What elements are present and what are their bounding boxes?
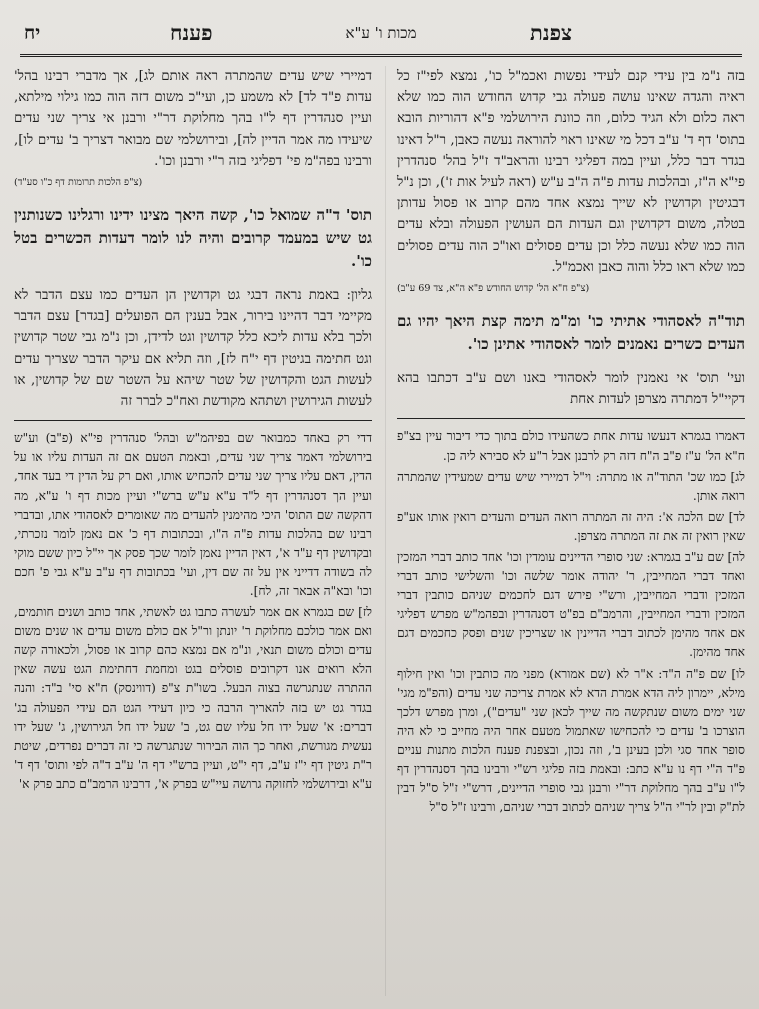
section-heading: תוס' ד"ה שמואל כו', קשה היאך מצינו ידינו ורגלינו כשנותנין גט שיש במעמד קרובים והיה לנו לומר דעדות הכשרים בטל כו'. bbox=[14, 206, 372, 271]
left-column bbox=[14, 66, 372, 794]
source-reference: (צ"פ ח"א הל' קדוש החודש פ"א ה"א, צד 69 ע"ב) bbox=[397, 283, 590, 295]
footnotes bbox=[397, 427, 745, 817]
footnote-separator bbox=[14, 420, 372, 421]
footnote: לו] שם פ"ה ה"ד: א"ר לא (שם אמורא) מפני מה כותבין וכו' ואין חילוף מילא, יימרון ליה הדא אמרת הדא לא אמרת צריכה שני עדים (והפ"מ מגי' שני ימים משום שנתקשה מה שייך לכאן שני "עדים"), ומרן מפרש דלכך הוצרכו ב' עדים כי להכחישו שאתמול מטעם אחר היה מחייב כי לא היה סופר אחד סגי ולכן בעינן ב', וזה נכון, ובצפנת פענח הלכות מתנות עניים פ"ד ה"י דף נו ע"א כתב: ובאמת בזה פליגי רש"י ורבינו בהך דסנהדרין דף ל"ו ע"ב בהך מחלוקת דר"י ורבנן גבי סופרי הדיינים, דרש"י ז"ל ס"ל דבין לת"ק ובין לר"י ה"ל צריך שניהם לכתוב דברי שניהם, ורבינו ז"ל ס"ל bbox=[397, 666, 745, 815]
paragraph: בזה נ"מ בין עידי קנם לעידי נפשות ואכמ"ל כו', נמצא לפי"ז כל ראיה והגדה שאינו עושה פעולה גבי קדוש החודש הוה כמו שלא ראה כלום ולא הגיד כלום, וזה כוונת הירושלמי פ"א דהוריות הובא בתוס' דף ד' ע"ב דכל מי שאינו ראוי להוראה נעשה כאבן, ר"ל דאינו בגדר דבר כלל, ועיין במה דפליגי רבינו והראב"ד ז"ל בהל' סנהדרין פי"א ה"ז, ובהלכות עדות פ"ה ה"ב ע"ש (ראה לעיל אות ז'), וכן נ"ל דבגיטין וקדושין לא שייך נמצא אחד מהם קרוב או פסול עדותן בטלה, משום דקדושין וגם העדות הם העושין הפעולה ובלא עדים הוה כמו שלא נעשה כלל וכן עדים פסולים ואו"כ הוה עדים פסולים כמו שלא ראו כלל והוה כאבן ואכמ"ל. bbox=[397, 69, 745, 275]
footnote: לד] שם הלכה א': היה זה המתרה רואה העדים והעדים רואין אותו אע"פ שאין רואין זה את זה המתרה מצרפן. bbox=[397, 509, 745, 543]
column-gutter bbox=[385, 66, 386, 996]
source-reference: (צ"פ הלכות תרומות דף כ"ו סע"ד) bbox=[14, 177, 143, 189]
footnote: דדי רק באחד כמבואר שם בפיהמ"ש ובהל' סנהדרין פי"א (פ"ב) וע"ש בירושלמי דאמר צריך שני עדים, ובאמת הטעם אם זה העדות עליו או על הדין, דאם עליו צריך שני עדים להכחיש אותו, ואם רק על הדין די בעד אחד, ועיין הך דסנהדרין דף ל"ד ע"א ע"ש ברש"י ועיין מכות דף ו' ע"א, מה דהקשה שם התוס' היכי מהימנין להעדים מה שאומרים לאסהודי אתו, ובדברי רבינו שם בהלכות עדות פ"ה ה"ו, ובכתובות דף כ' אם נאמן לומר נזכרתי, ובקדושין דף ע"ד א', דאין הדיין נאמן לומר שכך פסק אך יי"ל כיון ששם מוקי לה בשודה דדייני אין על זה שם דין, ועי' בכתובות דף ע"ב ע"א גבי פ' חכם וכו' ובא"ה אבאר זה, לח]. bbox=[14, 431, 372, 598]
paragraph: ועי' תוס' אי נאמנין לומר לאסהודי באנו ושם ע"ב דכתבו בהא דקיי"ל דמתרה מצרפן לעדות אחת bbox=[397, 371, 745, 408]
footnote: לה] שם ע"ב בגמרא: שני סופרי הדיינים עומדין וכו' אחד כותב דברי המזכין ואחד דברי המחייבין, ר' יהודה אומר שלשה וכו' והשלישי כותב דברי המזכין ודברי המחייבין, ורש"י פירש דגם לחכמים שניהם כותבין דברי המזכין ודברי המחייבין, והרמב"ם בפ"ט דסנהדרין ובפהמ"ש מפרש דפליגי אם אחד מהימן לכתוב דברי הדיינין או שצריכין שנים ופסק כחכמים דגם אחד מהימן. bbox=[397, 550, 745, 660]
header-title-left: פענח bbox=[170, 20, 213, 45]
paragraph: דמיירי שיש עדים שהמתרה ראה אותם לג], אך מדברי רבינו בהל' עדות פ"ד לד] לא משמע כן, ועי"כ משום דזה הוה כמו גילוי מילתא, ועיין סנהדרין דף ל"ו בהך מחלוקת דר"י ורבנן אי צריך שני עדים שיעידו מה אמר הדיין לה], ובירושלמי שם מבואר דצריך ב' עדים לו], ורבינו בפה"מ פי' דפליגי בזה ר"י ורבנן וכו'. bbox=[14, 69, 372, 169]
footnote-separator bbox=[397, 418, 745, 419]
paragraph: גליון: באמת נראה דבגי גט וקדושין הן העדים כמו עצם הדבר לא מקיימי דבר דהיינו בירור, אבל בענין הם הפועלים [בגדר] עצם הדבר ולכך בלא עדות ליכא כלל קדושין וגט לדידן, וכן נ"מ גבי שטר קדושין וגט חתימה בגיטין דף י"ח לז], וזה תליא אם עיקר הדבר שצריך עדים לעשות הגט והקדושין של שטר שיהא על השטר שם של קדושין, או לעשות הגירושין ושתהא מקודשת ואח"כ לברר זה bbox=[14, 288, 372, 410]
footnote: דאמרו בגמרא דנעשו עדות אחת כשהעידו כולם בתוך כדי דיבור עיין בצ"פ ח"א הל' ע"ז פ"ב ה"ח דזה רק לרבנן אבל ר"ע לא סבירא ליה כן. bbox=[397, 429, 745, 463]
right-column bbox=[397, 66, 745, 817]
header-title-right: צפנת bbox=[529, 20, 572, 45]
header-tractate: מכות ו' ע"א bbox=[345, 24, 417, 42]
section-heading: תוד"ה לאסהודי אתיתי כו' ומ"מ תימה קצת היאך יהיו גם העדים כשרים נאמנים לומר לאסהודי אתינן כו'. bbox=[397, 312, 745, 354]
running-header bbox=[20, 14, 742, 57]
page-number: יח bbox=[24, 22, 41, 44]
footnotes bbox=[14, 429, 372, 794]
footnote: לז] שם בגמרא אם אמר לעשרה כתבו גט לאשתי, אחד כותב ושנים חותמים, ואם אמר כולכם מחלוקת ר' יונתן ור"ל אם כולם משום עדים או שנים משום עדים וכולם משום תנאי, ונ"מ אם נמצא כהם קרוב או פסול, ולכאורה קשה הלא רואים אנו דקרובים פוסלים בגט ומחמת דחתימת הגט עשה שאין ההתרה שנתגרשה בצוה הבעל. בשו"ת צ"פ (דווינסק) ח"א סי' ב"ד: והנה בגדר גט יש בזה להאריך הרבה כי כיון דעידי הגט הם עידי הפעולה בג' דברים: א' שעל ידו חל עליו שם גט, ב' שעל ידו חל הגירושין, ג' שעל ידו נעשית מגורשת, ואחר כך הוה הבירור שנתגרשה כי זה דברים נפרדים, שיטת ר"ת גיטין דף י"ז ע"ב, דף י"ט, ועיין ברש"י דף ה' ע"ב ד"ה לפי ותוס' דף ד' ע"א ובירושלמי לחזוקה גרושה עיי"ש בפרק א', דרבינו הרמב"ם כתב פרק א' bbox=[14, 605, 372, 791]
footnote: לג] כמו שכ' התוד"ה או מתרה: וי"ל דמיירי שיש עדים שמעידין שהמתרה רואה אותן. bbox=[397, 469, 745, 503]
